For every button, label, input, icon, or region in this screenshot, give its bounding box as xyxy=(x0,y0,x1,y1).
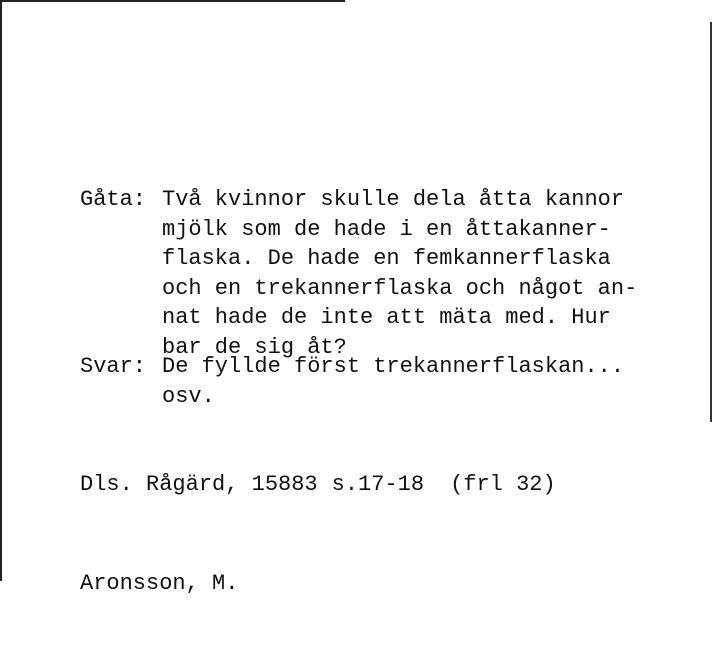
card-right-border xyxy=(710,22,712,422)
riddle-line: bar de sig åt? xyxy=(162,334,347,360)
answer-line: De fyllde först trekannerflaskan... xyxy=(162,354,625,379)
source-reference-line xyxy=(80,468,556,501)
riddle-line: flaska. De hade en femkannerflaska xyxy=(162,246,611,271)
answer-label: Svar: xyxy=(80,354,147,379)
riddle-label: Gåta: xyxy=(80,187,147,212)
riddle-line: nat hade de inte att mäta med. Hur xyxy=(162,305,611,330)
answer-line: osv. xyxy=(162,383,215,409)
riddle-line: mjölk som de hade i en åttakanner- xyxy=(162,216,611,242)
reference-code: (frl 32) xyxy=(450,472,556,497)
place-record: Dls. Rågärd, 15883 xyxy=(80,472,318,497)
page-range: s.17-18 xyxy=(331,472,425,497)
informant-name: Aronsson, M. xyxy=(80,571,239,596)
riddle-line: Två kvinnor skulle dela åtta kannor xyxy=(162,187,625,212)
source-info xyxy=(80,402,556,666)
card-left-border xyxy=(0,0,2,581)
riddle-line: och en trekannerflaska och något an- xyxy=(162,275,638,301)
card-top-border xyxy=(0,0,345,2)
